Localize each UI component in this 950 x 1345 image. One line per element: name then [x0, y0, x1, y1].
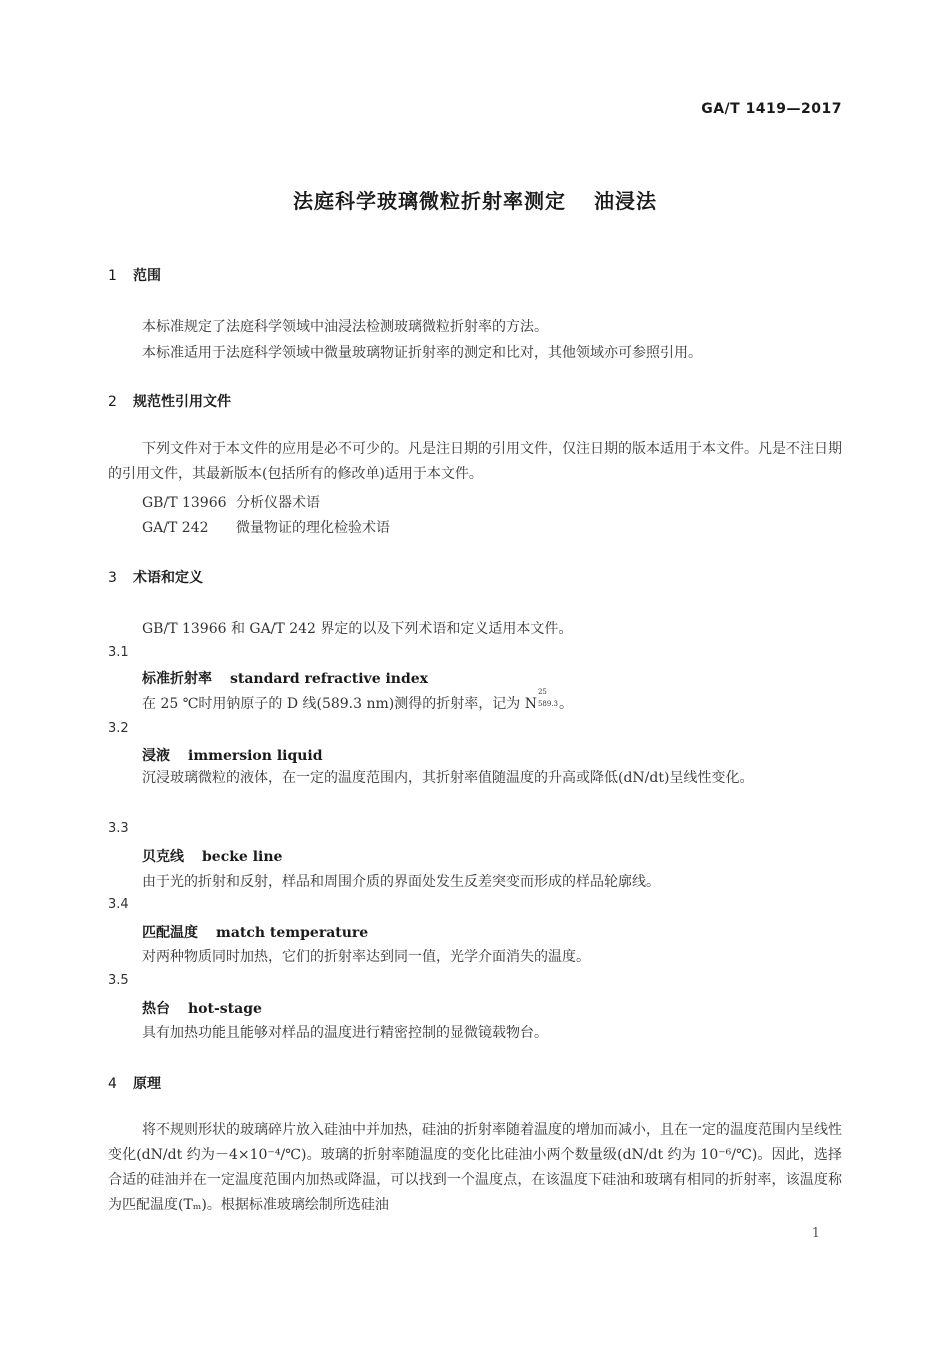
- term-chinese: 匹配温度: [142, 925, 198, 941]
- section-title: 术语和定义: [133, 570, 203, 586]
- term-number: 3.5: [108, 973, 129, 988]
- section-number: 2: [108, 394, 117, 410]
- section-title: 规范性引用文件: [133, 394, 231, 410]
- term-heading: [142, 846, 282, 866]
- term-number: 3.4: [108, 897, 129, 912]
- section-number: 1: [108, 268, 117, 284]
- reference-title: 分析仪器术语: [236, 495, 320, 511]
- section-number: 4: [108, 1076, 117, 1092]
- reference-code: GA/T 242: [142, 520, 209, 536]
- term-english: becke line: [202, 849, 283, 865]
- term-definition: 沉浸玻璃微粒的液体，在一定的温度范围内，其折射率值随温度的升高或降低(dN/dt)呈线性变化。: [142, 770, 754, 786]
- section-heading-3: [108, 567, 203, 587]
- term-definition: [142, 688, 573, 713]
- scope-paragraph-2: 本标准适用于法庭科学领域中微量玻璃物证折射率的测定和比对，其他领域亦可参照引用。: [142, 345, 702, 361]
- term-number: 3.2: [108, 721, 129, 736]
- term-english: hot-stage: [188, 1001, 262, 1017]
- definition-tail: 。: [558, 696, 573, 712]
- principle-paragraph: 将不规则形状的玻璃碎片放入硅油中并加热，硅油的折射率随着温度的增加而减小，且在一定的温度范围内呈线性变化(dN/dt 约为－4×10⁻⁴/℃)。玻璃的折射率随温度的变化比硅油小两个数量级(dN/dt 约为 10⁻⁶/℃)。因此，选择合适的硅油并在一定温度范围内加热或降温，可以找到一个温度点，在该温度下硅油和玻璃有相同的折射率，该温度称为匹配温度(Tₘ)。根据标准玻璃绘制所选硅油: [108, 1122, 842, 1213]
- superscript: 25: [537, 688, 547, 696]
- term-heading: [142, 998, 262, 1018]
- terms-intro: GB/T 13966 和 GA/T 242 界定的以及下列术语和定义适用本文件。: [142, 621, 573, 637]
- section-title: 范围: [133, 268, 161, 284]
- reference-item: [142, 492, 320, 512]
- term-number: 3.1: [108, 645, 129, 660]
- title-main: 法庭科学玻璃微粒折射率测定: [293, 189, 566, 213]
- term-english: standard refractive index: [230, 671, 429, 687]
- references-intro: 下列文件对于本文件的应用是必不可少的。凡是注日期的引用文件，仅注日期的版本适用于本文件。凡是不注日期的引用文件，其最新版本(包括所有的修改单)适用于本文件。: [108, 441, 842, 482]
- scope-paragraph-1: 本标准规定了法庭科学领域中油浸法检测玻璃微粒折射率的方法。: [142, 319, 548, 335]
- term-heading: [142, 745, 323, 765]
- subscript: 589.3: [537, 700, 558, 708]
- reference-item: [142, 517, 390, 537]
- reference-code: GB/T 13966: [142, 495, 227, 511]
- term-definition: 由于光的折射和反射，样品和周围介质的界面处发生反差突变而形成的样品轮廓线。: [142, 874, 660, 890]
- term-definition: 具有加热功能且能够对样品的温度进行精密控制的显微镜载物台。: [142, 1025, 548, 1041]
- term-english: immersion liquid: [188, 748, 323, 764]
- term-heading: [142, 668, 428, 688]
- section-heading-1: [108, 265, 161, 285]
- term-chinese: 浸液: [142, 748, 170, 764]
- term-chinese: 标准折射率: [142, 671, 212, 687]
- reference-title: 微量物证的理化检验术语: [236, 520, 390, 536]
- section-title: 原理: [133, 1076, 161, 1092]
- term-definition: 对两种物质同时加热，它们的折射率达到同一值，光学介面消失的温度。: [142, 949, 590, 965]
- refractive-index-symbol-scripts: [537, 688, 559, 708]
- standard-number: GA/T 1419—2017: [701, 101, 842, 117]
- term-english: match temperature: [216, 925, 369, 941]
- title-method: 油浸法: [594, 189, 657, 213]
- term-number: 3.3: [108, 821, 129, 836]
- term-chinese: 热台: [142, 1001, 170, 1017]
- section-heading-2: [108, 391, 231, 411]
- section-heading-4: [108, 1073, 161, 1093]
- document-title: [0, 185, 950, 214]
- definition-text: 在 25 ℃时用钠原子的 D 线(589.3 nm)测得的折射率，记为 N: [142, 696, 537, 712]
- term-heading: [142, 922, 368, 942]
- page-number: 1: [811, 1226, 820, 1241]
- term-chinese: 贝克线: [142, 849, 184, 865]
- section-number: 3: [108, 570, 117, 586]
